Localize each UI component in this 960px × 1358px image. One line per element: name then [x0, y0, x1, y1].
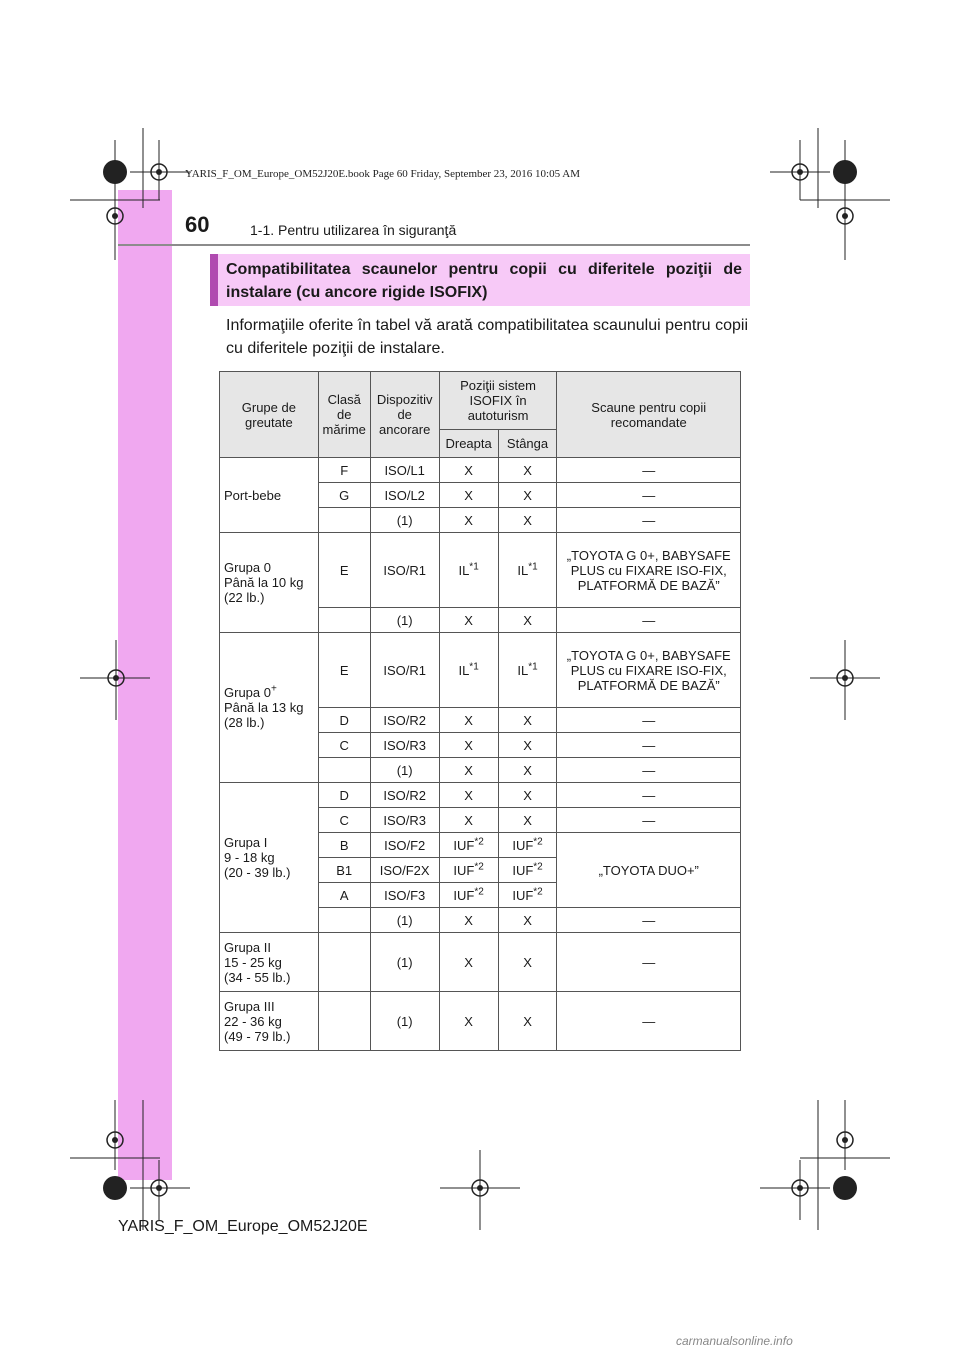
cell-left: X [498, 508, 557, 533]
header-isofix-positions: Poziţii sistem ISOFIX în autoturism [439, 372, 557, 430]
book-file-line: YARIS_F_OM_Europe_OM52J20E.book Page 60 Friday, September 23, 2016 10:05 AM [185, 168, 580, 180]
cell-class: D [318, 708, 370, 733]
cell-class: C [318, 733, 370, 758]
cell-right: X [439, 708, 498, 733]
cell-recommended: — [557, 708, 741, 733]
group-1-name: Grupa I [224, 835, 268, 850]
cell-right: X [439, 758, 498, 783]
group-3-weight: 22 - 36 kg [224, 1013, 282, 1029]
cell-right: X [439, 808, 498, 833]
cell-fixture: (1) [370, 933, 439, 992]
group-3-weight-lb: (49 - 79 lb.) [224, 1028, 291, 1044]
header-right: Dreapta [439, 430, 498, 458]
group-0-plus: Grupa 0+ Până la 13 kg (28 lb.) [220, 633, 319, 783]
header-divider [118, 244, 750, 246]
cell-left: X [498, 733, 557, 758]
page-number: 60 [185, 212, 210, 237]
cell-left: IUF$^{*2}$ [498, 833, 557, 858]
cell-class [318, 608, 370, 633]
isofix-compatibility-table [219, 371, 741, 1051]
cell-recommended: — [557, 508, 741, 533]
header-size-class: Clasă de mărime [318, 372, 370, 458]
cell-fixture: (1) [370, 508, 439, 533]
group-0-weight: Până la 10 kg [224, 575, 304, 590]
group-3 [220, 992, 319, 1051]
cell-left: X [498, 608, 557, 633]
cell-left: IL$^{*1}$ [498, 533, 557, 608]
cell-left: IUF$^{*2}$ [498, 858, 557, 883]
cell-left: X [498, 808, 557, 833]
cell-recommended: — [557, 783, 741, 808]
cell-class: G [318, 483, 370, 508]
cell-left: X [498, 933, 557, 992]
cell-class: E [318, 533, 370, 608]
section-heading-box [210, 254, 750, 306]
group-2 [220, 933, 319, 992]
cell-right: IUF$^{*2}$ [439, 858, 498, 883]
group-portbebe: Port-bebe [220, 458, 319, 533]
cell-left: X [498, 783, 557, 808]
cell-recommended: — [557, 808, 741, 833]
group-3-name: Grupa III [224, 998, 275, 1014]
cell-right: X [439, 733, 498, 758]
cell-fixture: ISO/F2 [370, 833, 439, 858]
cell-right: IUF$^{*2}$ [439, 883, 498, 908]
cell-fixture: ISO/L2 [370, 483, 439, 508]
cell-fixture: ISO/R1 [370, 633, 439, 708]
cell-recommended: — [557, 933, 741, 992]
cell-fixture: (1) [370, 908, 439, 933]
cell-recommended: — [557, 458, 741, 483]
cell-left: IUF$^{*2}$ [498, 883, 557, 908]
cell-left: X [498, 758, 557, 783]
cell-fixture: ISO/R3 [370, 808, 439, 833]
cell-right: IL$^{*1}$ [439, 633, 498, 708]
group-0-weight-lb: (22 lb.) [224, 590, 265, 605]
chapter-title: 1-1. Pentru utilizarea în siguranţă [250, 222, 457, 238]
cell-fixture: ISO/R2 [370, 708, 439, 733]
cell-recommended: — [557, 608, 741, 633]
cell-right: X [439, 608, 498, 633]
cell-fixture: (1) [370, 758, 439, 783]
cell-class: E [318, 633, 370, 708]
cell-class: D [318, 783, 370, 808]
group-0-plus-weight: Până la 13 kg [224, 700, 304, 715]
cell-recommended: — [557, 483, 741, 508]
group-1 [220, 783, 319, 933]
cell-recommended: — [557, 758, 741, 783]
cell-right: IL$^{*1}$ [439, 533, 498, 608]
cell-right: X [439, 458, 498, 483]
cell-class [318, 508, 370, 533]
cell-right: IUF$^{*2}$ [439, 833, 498, 858]
cell-recommended: „TOYOTA DUO+” [557, 833, 741, 908]
group-1-weight-lb: (20 - 39 lb.) [224, 865, 291, 880]
cell-fixture: ISO/R1 [370, 533, 439, 608]
cell-fixture: ISO/R3 [370, 733, 439, 758]
cell-left: X [498, 708, 557, 733]
header-fixture: Dispozitiv de ancorare [370, 372, 439, 458]
group-2-weight-lb: (34 - 55 lb.) [224, 969, 291, 985]
cell-recommended: — [557, 992, 741, 1051]
cell-left: X [498, 992, 557, 1051]
cell-right: X [439, 992, 498, 1051]
cell-fixture: (1) [370, 992, 439, 1051]
cell-recommended: „TOYOTA G 0+, BABYSAFE PLUS cu FIXARE ISO-FIX, PLATFORMĂ DE BAZĂ” [557, 533, 741, 608]
cell-left: X [498, 908, 557, 933]
watermark: carmanualsonline.info [676, 1334, 793, 1348]
group-1-weight: 9 - 18 kg [224, 850, 275, 865]
cell-right: X [439, 783, 498, 808]
cell-fixture: ISO/L1 [370, 458, 439, 483]
cell-right: X [439, 483, 498, 508]
intro-paragraph: Informaţiile oferite în tabel vă arată compatibilitatea scaunului pentru copii cu diferitele poziţii de instalare. [226, 317, 748, 357]
cell-class [318, 908, 370, 933]
group-2-weight: 15 - 25 kg [224, 954, 282, 970]
cell-right: X [439, 933, 498, 992]
header-left: Stânga [498, 430, 557, 458]
cell-class: A [318, 883, 370, 908]
cell-recommended: „TOYOTA G 0+, BABYSAFE PLUS cu FIXARE ISO-FIX, PLATFORMĂ DE BAZĂ” [557, 633, 741, 708]
footer-doc-id: YARIS_F_OM_Europe_OM52J20E [118, 1218, 368, 1235]
cell-fixture: ISO/R2 [370, 783, 439, 808]
cell-class: B [318, 833, 370, 858]
cell-class: F [318, 458, 370, 483]
cell-left: X [498, 458, 557, 483]
group-0 [220, 533, 319, 633]
cell-recommended: — [557, 733, 741, 758]
cell-right: X [439, 908, 498, 933]
cell-fixture: (1) [370, 608, 439, 633]
group-0-plus-weight-lb: (28 lb.) [224, 715, 265, 730]
group-2-name: Grupa II [224, 939, 271, 955]
cell-class [318, 933, 370, 992]
cell-class [318, 992, 370, 1051]
cell-left: X [498, 483, 557, 508]
group-0-plus-name: Grupa 0 [224, 685, 271, 700]
cell-fixture: ISO/F2X [370, 858, 439, 883]
section-heading-bar [210, 254, 218, 306]
cell-fixture: ISO/F3 [370, 883, 439, 908]
section-title: Compatibilitatea scaunelor pentru copii cu diferitele poziţii de instalare (cu ancore rigide ISOFIX) [226, 261, 742, 301]
header-recommended-seats: Scaune pentru copii recomandate [557, 372, 741, 458]
cell-class: B1 [318, 858, 370, 883]
cell-recommended: — [557, 908, 741, 933]
cell-left: IL$^{*1}$ [498, 633, 557, 708]
header-weight-groups: Grupe de greutate [220, 372, 319, 458]
cell-class [318, 758, 370, 783]
group-0-name: Grupa 0 [224, 560, 271, 575]
cell-right: X [439, 508, 498, 533]
cell-class: C [318, 808, 370, 833]
